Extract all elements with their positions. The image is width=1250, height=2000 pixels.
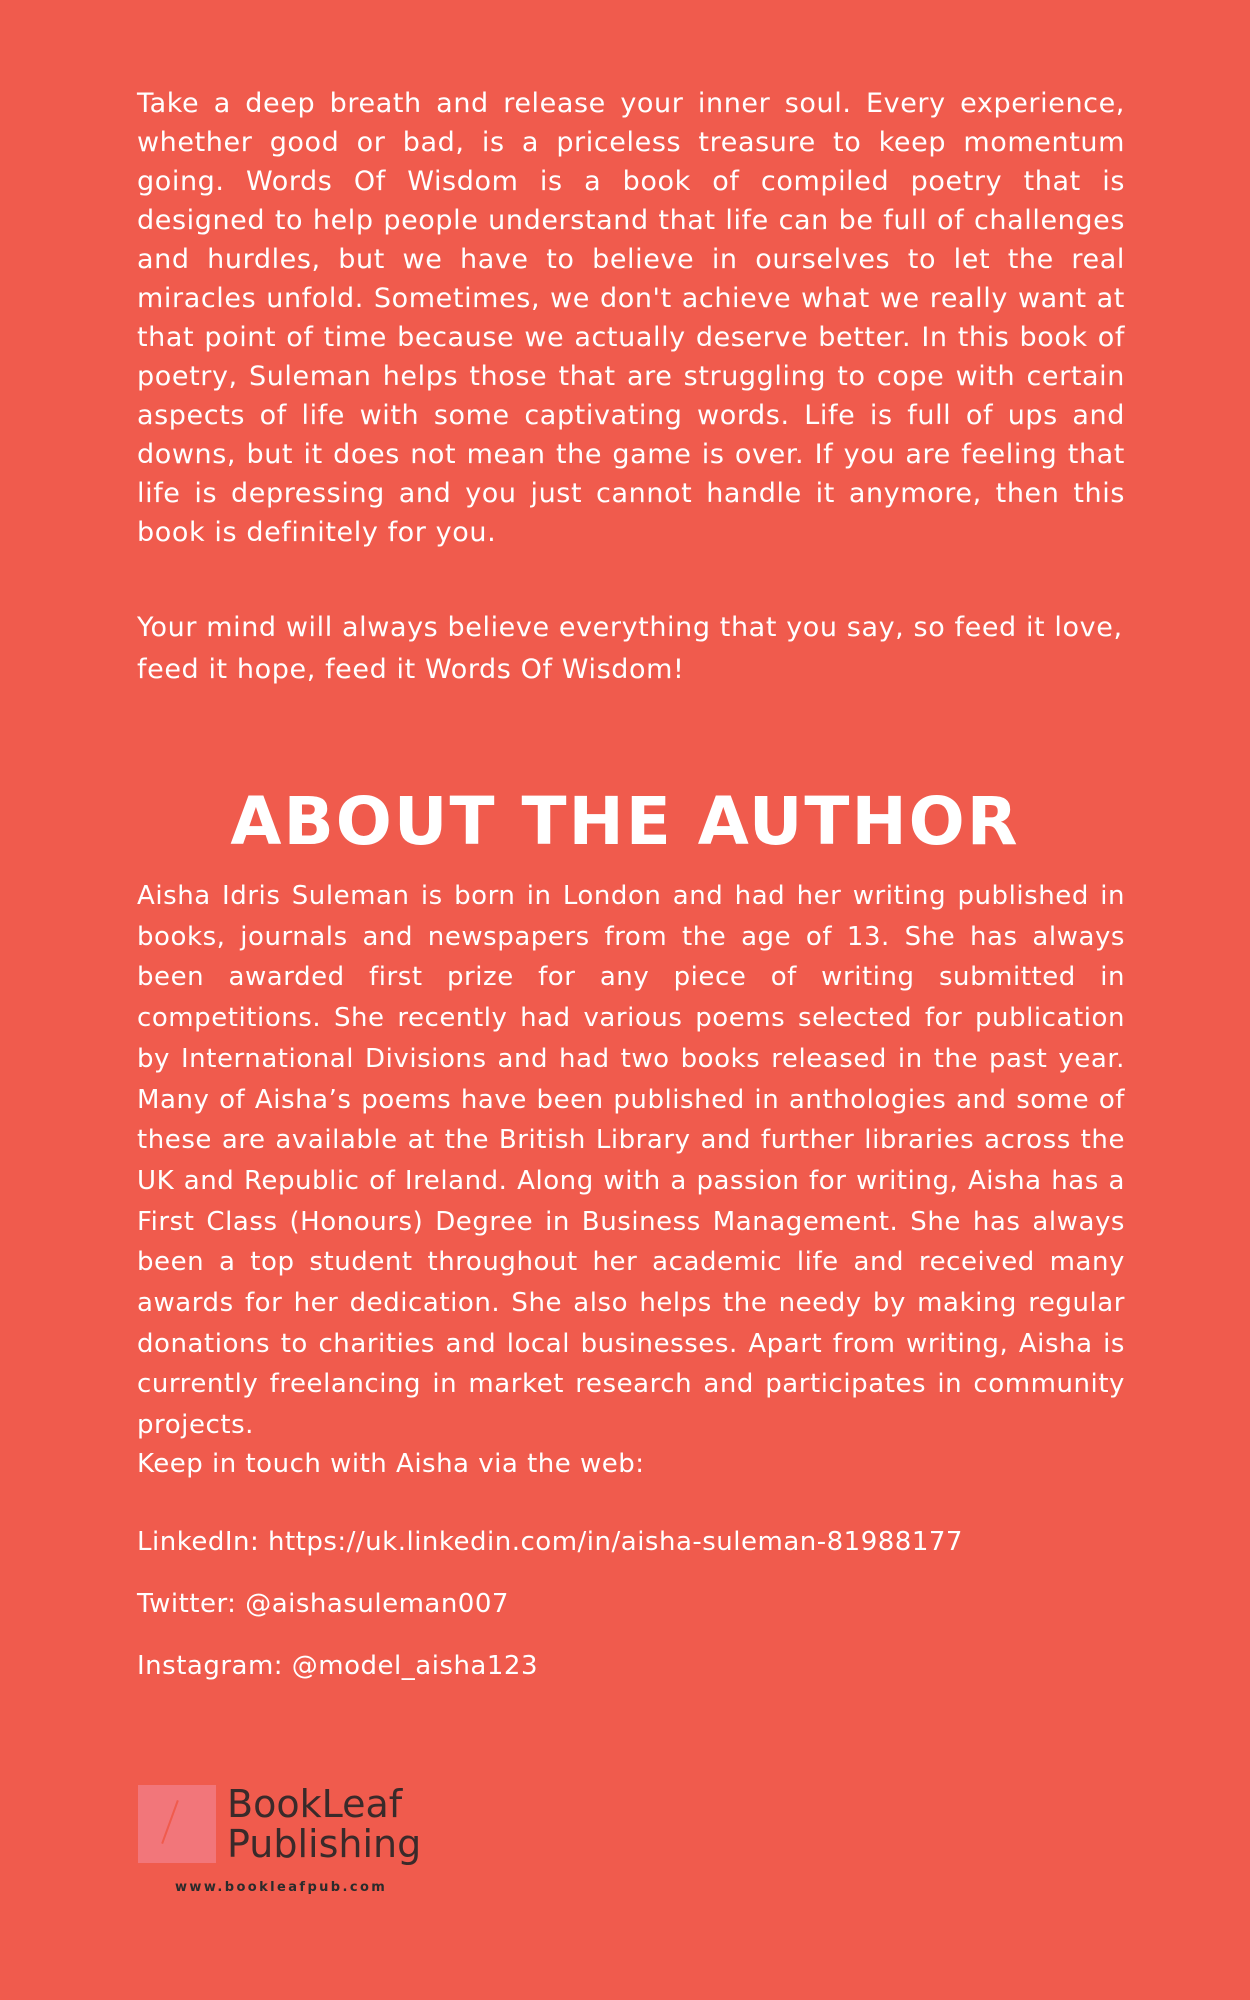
contact-intro: Keep in touch with Aisha via the web:	[137, 1449, 645, 1479]
about-the-author-heading: ABOUT THE AUTHOR	[230, 783, 1020, 860]
publisher-url: www.bookleafpub.com	[175, 1880, 388, 1895]
instagram-contact: Instagram: @model_aisha123	[137, 1651, 538, 1681]
blurb-paragraph-1: Take a deep breath and release your inner soul. Every experience, whether good or bad, is a priceless treasure to keep momentum going. Words Of Wisdom is a book of compiled poetry that is designed to help people understand that life can be full of challenges and hurdles, but we have to believe in ourselves to let the real miracles unfold. Sometimes, we don't achieve what we really want at that point of time because we actually deserve better. In this book of poetry, Suleman helps those that are struggling to cope with certain aspects of life with some captivating words. Life is full of ups and downs, but it does not mean the game is over. If you are feeling that life is depressing and you just cannot handle it anymore, then this book is definitely for you.	[137, 88, 1125, 548]
leaf-square-icon	[138, 1785, 216, 1863]
slash-mark	[161, 1800, 179, 1844]
blurb-paragraph-2: Your mind will always believe everything that you say, so feed it love, feed it hope, feed it Words Of Wisdom!	[137, 612, 1123, 685]
twitter-contact: Twitter: @aishasuleman007	[137, 1589, 509, 1619]
publisher-name-line-1: BookLeaf	[227, 1782, 403, 1826]
author-bio: Aisha Idris Suleman is born in London and had her writing published in books, journals and newspapers from the age of 13. She has always been awarded first prize for any piece of writing submitted in competitions. She recently had various poems selected for publication by International Divisions and had two books released in the past year. Many of Aisha’s poems have been published in anthologies and some of these are available at the British Library and further libraries across the UK and Republic of Ireland. Along with a passion for writing, Aisha has a First Class (Honours) Degree in Business Management. She has always been a top student throughout her academic life and received many awards for her dedication. She also helps the needy by making regular donations to charities and local businesses. Apart from writing, Aisha is currently freelancing in market research and participates in community projects.	[137, 881, 1125, 1441]
publisher-logo	[138, 1783, 438, 1903]
linkedin-contact: LinkedIn: https://uk.linkedin.com/in/aisha-suleman-81988177	[137, 1527, 963, 1557]
publisher-name-line-2: Publishing	[227, 1822, 422, 1866]
